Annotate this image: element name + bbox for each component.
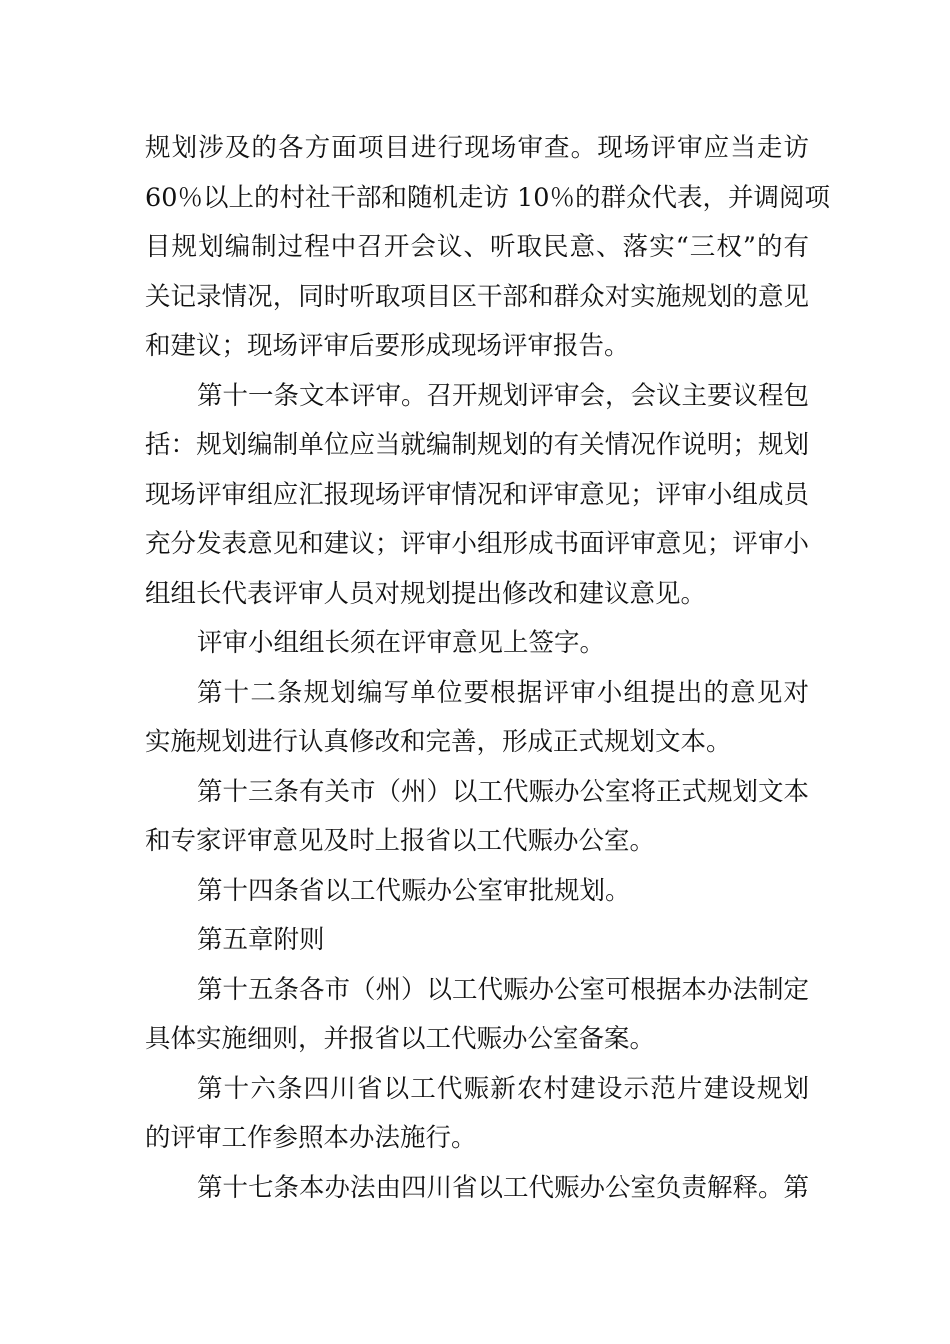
text-line: 60％以上的村社干部和随机走访 10％的群众代表，并调阅项	[145, 182, 831, 213]
text-line: 括：规划编制单位应当就编制规划的有关情况作说明；规划	[145, 430, 809, 460]
text-line: 第十二条规划编写单位要根据评审小组提出的意见对	[197, 677, 809, 708]
text-line: 第十一条文本评审。召开规划评审会，会议主要议程包	[197, 380, 810, 411]
text-line: 和建议；现场评审后要形成现场评审报告。	[145, 331, 630, 361]
text-line: 充分发表意见和建议；评审小组形成书面评审意见；评审小	[145, 529, 809, 559]
text-line: 第十七条本办法由四川省以工代赈办公室负责解释。第	[197, 1172, 810, 1203]
text-line: 评审小组组长须在评审意见上签字。	[197, 628, 606, 658]
text-line: 实施规划进行认真修改和完善，形成正式规划文本。	[145, 727, 732, 757]
text-line: 具体实施细则，并报省以工代赈办公室备案。	[145, 1024, 656, 1054]
text-line: 和专家评审意见及时上报省以工代赈办公室。	[145, 826, 656, 856]
text-line: 目规划编制过程中召开会议、听取民意、落实“三权”的有	[145, 232, 809, 262]
text-line: 规划涉及的各方面项目进行现场审查。现场评审应当走访	[145, 133, 809, 163]
text-line: 组组长代表评审人员对规划提出修改和建议意见。	[145, 578, 707, 609]
text-line: 关记录情况，同时听取项目区干部和群众对实施规划的意见	[145, 281, 809, 312]
text-line: 第十五条各市（州）以工代赈办公室可根据本办法制定	[197, 974, 810, 1005]
text-line: 第十四条省以工代赈办公室审批规划。	[197, 875, 631, 906]
text-line: 第五章附则	[197, 925, 325, 955]
text-line: 第十六条四川省以工代赈新农村建设示范片建设规划	[197, 1073, 809, 1104]
text-line: 第十三条有关市（州）以工代赈办公室将正式规划文本	[197, 776, 810, 807]
text-line: 的评审工作参照本办法施行。	[145, 1123, 477, 1153]
text-line: 现场评审组应汇报现场评审情况和评审意见；评审小组成员	[145, 479, 809, 510]
document-body	[145, 124, 831, 1213]
